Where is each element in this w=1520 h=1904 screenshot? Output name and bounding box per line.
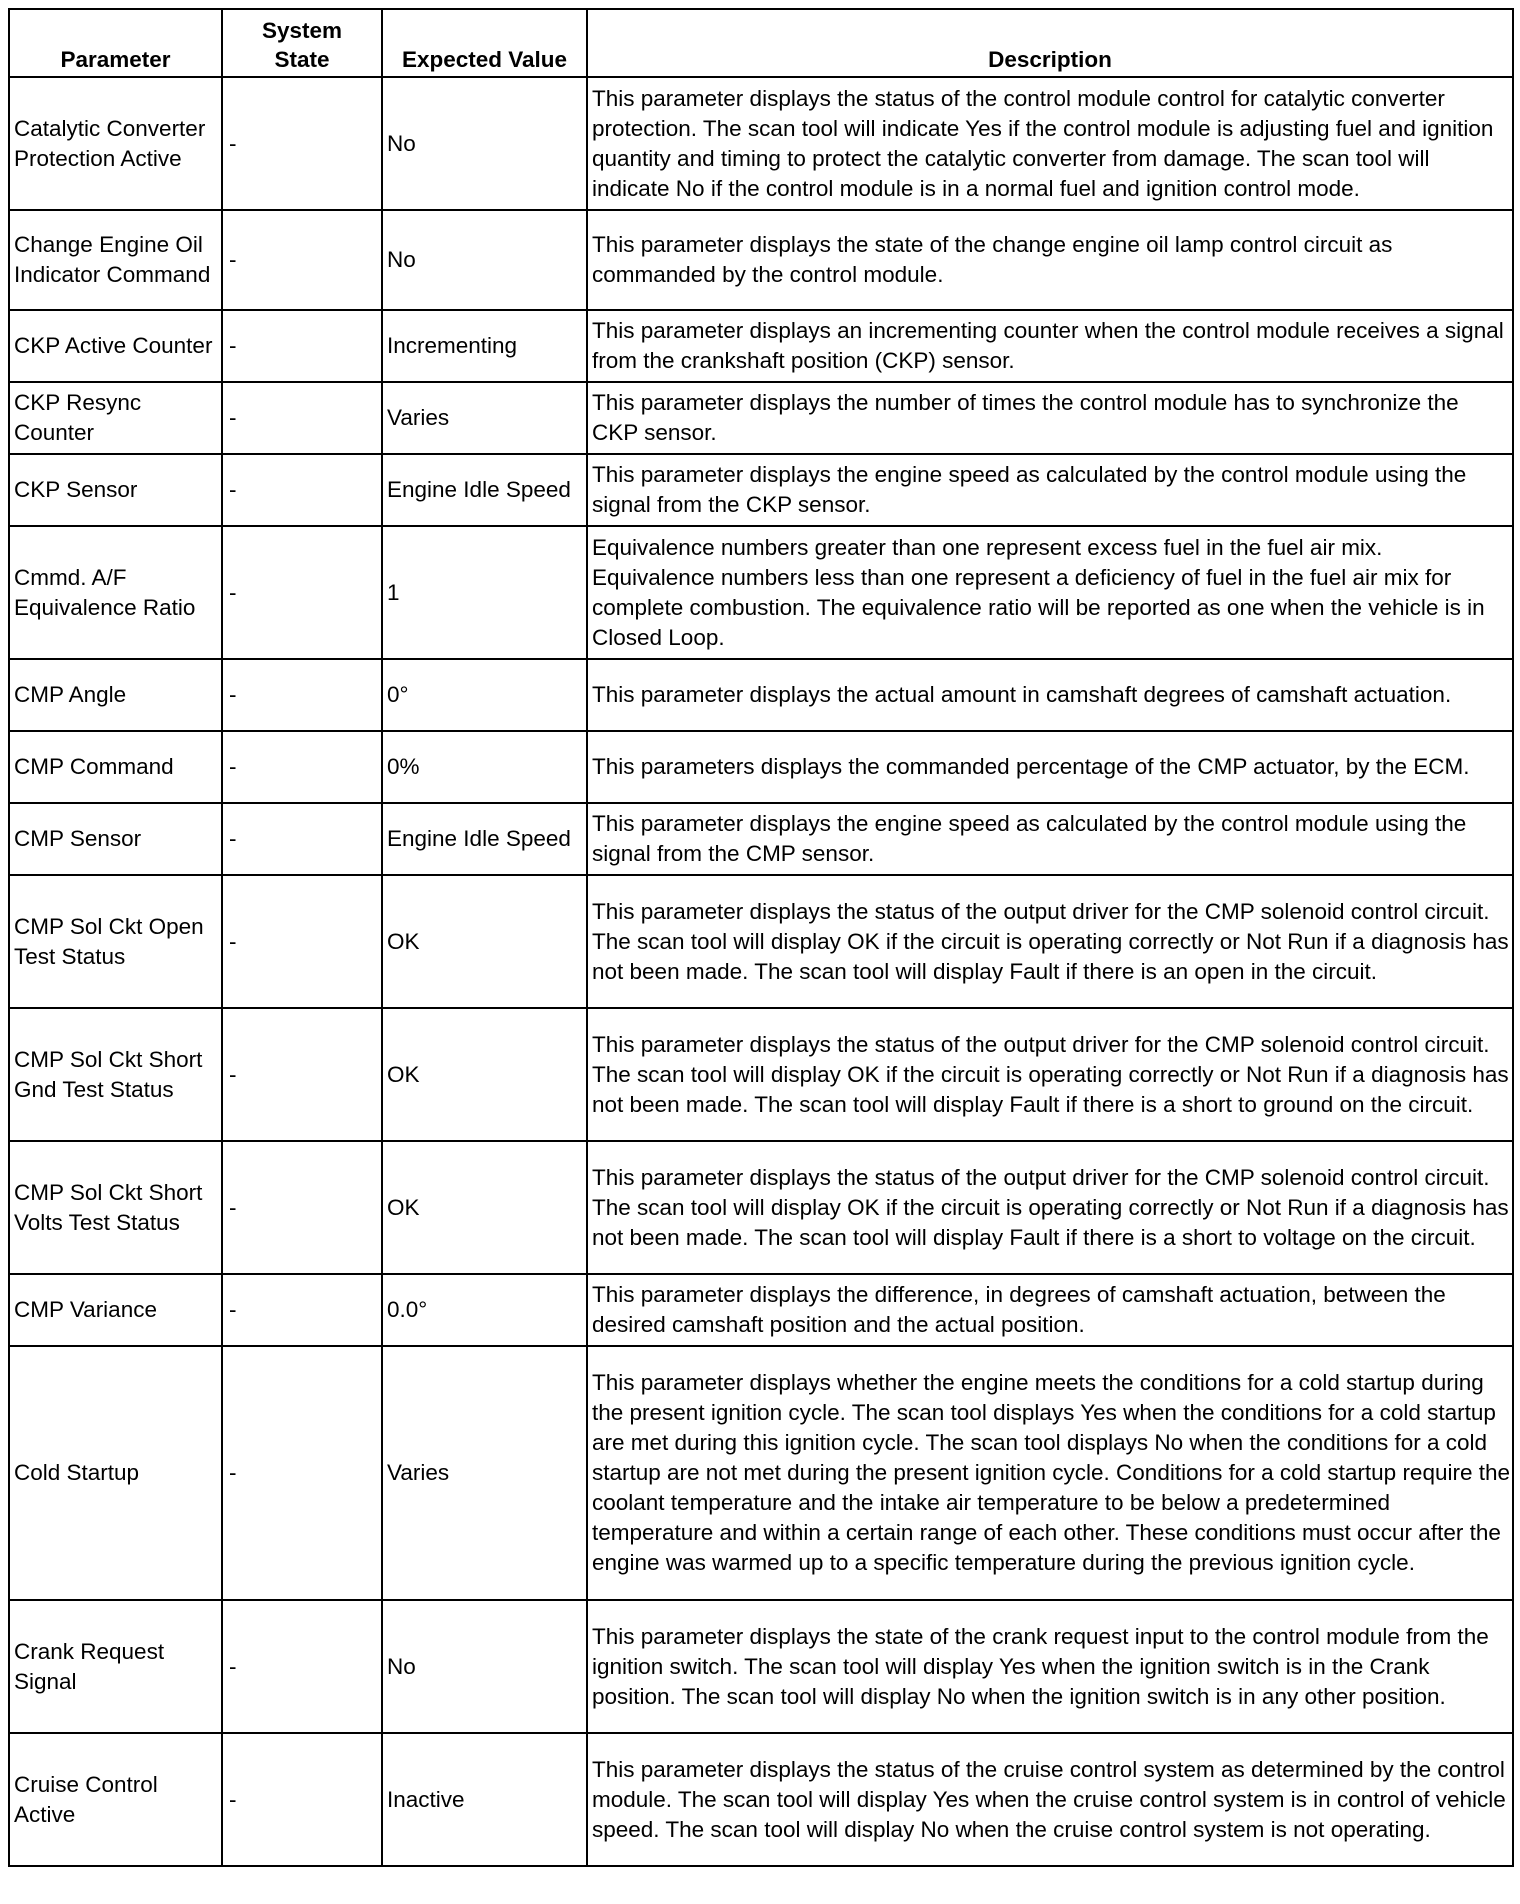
cell-description: This parameter displays the engine speed as calculated by the control module using the signal from the CMP sensor. — [587, 803, 1513, 875]
table-row — [9, 310, 1513, 382]
cell-system-state: - — [222, 310, 382, 382]
header-row — [9, 9, 1513, 77]
cell-expected-value: Varies — [382, 1346, 587, 1600]
cell-expected-value: Incrementing — [382, 310, 587, 382]
cell-description: This parameter displays whether the engine meets the conditions for a cold startup during the present ignition cycle. The scan tool displays Yes when the conditions for a cold startup are met during this ignition cycle. The scan tool displays No when the conditions for a cold startup are not met during the present ignition cycle. Conditions for a cold startup require the coolant temperature and the intake air temperature to be below a predetermined temperature and within a certain range of each other. These conditions must occur after the engine was warmed up to a specific temperature during the previous ignition cycle. — [587, 1346, 1513, 1600]
header-expected-value: Expected Value — [382, 9, 587, 77]
table-row — [9, 454, 1513, 526]
cell-expected-value: 1 — [382, 526, 587, 659]
cell-parameter: CKP Sensor — [9, 454, 222, 526]
cell-system-state: - — [222, 1600, 382, 1733]
cell-system-state: - — [222, 1346, 382, 1600]
cell-expected-value: OK — [382, 1008, 587, 1141]
cell-description: This parameter displays the state of the change engine oil lamp control circuit as commanded by the control module. — [587, 210, 1513, 310]
cell-parameter: Change Engine Oil Indicator Command — [9, 210, 222, 310]
cell-expected-value: No — [382, 1600, 587, 1733]
cell-system-state: - — [222, 803, 382, 875]
cell-description: This parameter displays the number of times the control module has to synchronize the CKP sensor. — [587, 382, 1513, 454]
header-system-state — [222, 9, 382, 77]
cell-expected-value: Inactive — [382, 1733, 587, 1866]
table-row — [9, 1733, 1513, 1866]
cell-description: This parameter displays the status of the output driver for the CMP solenoid control circuit. The scan tool will display OK if the circuit is operating correctly or Not Run if a diagnosis has not been made. The scan tool will display Fault if there is a short to ground on the circuit. — [587, 1008, 1513, 1141]
cell-system-state: - — [222, 210, 382, 310]
cell-description: This parameter displays the status of the cruise control system as determined by the control module. The scan tool will display Yes when the cruise control system is in control of vehicle speed. The scan tool will display No when the cruise control system is not operating. — [587, 1733, 1513, 1866]
cell-parameter: Cold Startup — [9, 1346, 222, 1600]
table-row — [9, 1141, 1513, 1274]
cell-system-state: - — [222, 526, 382, 659]
cell-parameter: CMP Sol Ckt Short Gnd Test Status — [9, 1008, 222, 1141]
table-row — [9, 803, 1513, 875]
cell-description: This parameter displays the state of the crank request input to the control module from the ignition switch. The scan tool will display Yes when the ignition switch is in the Crank position. The scan tool will display No when the ignition switch is in any other position. — [587, 1600, 1513, 1733]
table-row — [9, 659, 1513, 731]
table-row — [9, 1008, 1513, 1141]
table-row — [9, 1600, 1513, 1733]
table-row — [9, 526, 1513, 659]
cell-expected-value: No — [382, 210, 587, 310]
cell-expected-value: Engine Idle Speed — [382, 454, 587, 526]
cell-system-state: - — [222, 1008, 382, 1141]
cell-parameter: Crank Request Signal — [9, 1600, 222, 1733]
cell-parameter: Cruise Control Active — [9, 1733, 222, 1866]
header-parameter: Parameter — [9, 9, 222, 77]
cell-parameter: CMP Variance — [9, 1274, 222, 1346]
table-row — [9, 731, 1513, 803]
cell-parameter: CMP Sol Ckt Open Test Status — [9, 875, 222, 1008]
cell-expected-value: OK — [382, 875, 587, 1008]
cell-parameter: Catalytic Converter Protection Active — [9, 77, 222, 210]
cell-description: This parameter displays the status of the control module control for catalytic converter protection. The scan tool will indicate Yes if the control module is adjusting fuel and ignition quantity and timing to protect the catalytic converter from damage. The scan tool will indicate No if the control module is in a normal fuel and ignition control mode. — [587, 77, 1513, 210]
cell-system-state: - — [222, 382, 382, 454]
table-row — [9, 210, 1513, 310]
cell-expected-value: OK — [382, 1141, 587, 1274]
table-header — [9, 9, 1513, 77]
cell-description: This parameter displays the engine speed as calculated by the control module using the signal from the CKP sensor. — [587, 454, 1513, 526]
parameter-table — [8, 8, 1514, 1867]
cell-description: This parameters displays the commanded percentage of the CMP actuator, by the ECM. — [587, 731, 1513, 803]
cell-expected-value: Engine Idle Speed — [382, 803, 587, 875]
table-row — [9, 1346, 1513, 1600]
header-description: Description — [587, 9, 1513, 77]
cell-system-state: - — [222, 659, 382, 731]
cell-system-state: - — [222, 875, 382, 1008]
table-row — [9, 382, 1513, 454]
cell-system-state: - — [222, 731, 382, 803]
cell-description: Equivalence numbers greater than one represent excess fuel in the fuel air mix. Equivalence numbers less than one represent a deficiency of fuel in the fuel air mix for complete combustion. The equivalence ratio will be reported as one when the vehicle is in Closed Loop. — [587, 526, 1513, 659]
cell-expected-value: Varies — [382, 382, 587, 454]
cell-parameter: CMP Sol Ckt Short Volts Test Status — [9, 1141, 222, 1274]
cell-system-state: - — [222, 77, 382, 210]
cell-parameter: CKP Resync Counter — [9, 382, 222, 454]
cell-parameter: CMP Angle — [9, 659, 222, 731]
header-system-state-line2: State — [274, 47, 330, 72]
table-row — [9, 77, 1513, 210]
cell-expected-value: 0.0° — [382, 1274, 587, 1346]
table-body — [9, 77, 1513, 1866]
cell-parameter: CKP Active Counter — [9, 310, 222, 382]
cell-system-state: - — [222, 1733, 382, 1866]
cell-system-state: - — [222, 454, 382, 526]
cell-system-state: - — [222, 1141, 382, 1274]
cell-description: This parameter displays the actual amount in camshaft degrees of camshaft actuation. — [587, 659, 1513, 731]
cell-description: This parameter displays the status of the output driver for the CMP solenoid control circuit. The scan tool will display OK if the circuit is operating correctly or Not Run if a diagnosis has not been made. The scan tool will display Fault if there is a short to voltage on the circuit. — [587, 1141, 1513, 1274]
cell-system-state: - — [222, 1274, 382, 1346]
cell-expected-value: 0% — [382, 731, 587, 803]
cell-description: This parameter displays the difference, in degrees of camshaft actuation, between the desired camshaft position and the actual position. — [587, 1274, 1513, 1346]
header-system-state-line1: System — [261, 18, 343, 43]
table-row — [9, 1274, 1513, 1346]
cell-description: This parameter displays an incrementing counter when the control module receives a signal from the crankshaft position (CKP) sensor. — [587, 310, 1513, 382]
cell-expected-value: 0° — [382, 659, 587, 731]
table-row — [9, 875, 1513, 1008]
cell-parameter: CMP Command — [9, 731, 222, 803]
cell-expected-value: No — [382, 77, 587, 210]
cell-description: This parameter displays the status of the output driver for the CMP solenoid control circuit. The scan tool will display OK if the circuit is operating correctly or Not Run if a diagnosis has not been made. The scan tool will display Fault if there is an open in the circuit. — [587, 875, 1513, 1008]
cell-parameter: CMP Sensor — [9, 803, 222, 875]
cell-parameter: Cmmd. A/F Equivalence Ratio — [9, 526, 222, 659]
